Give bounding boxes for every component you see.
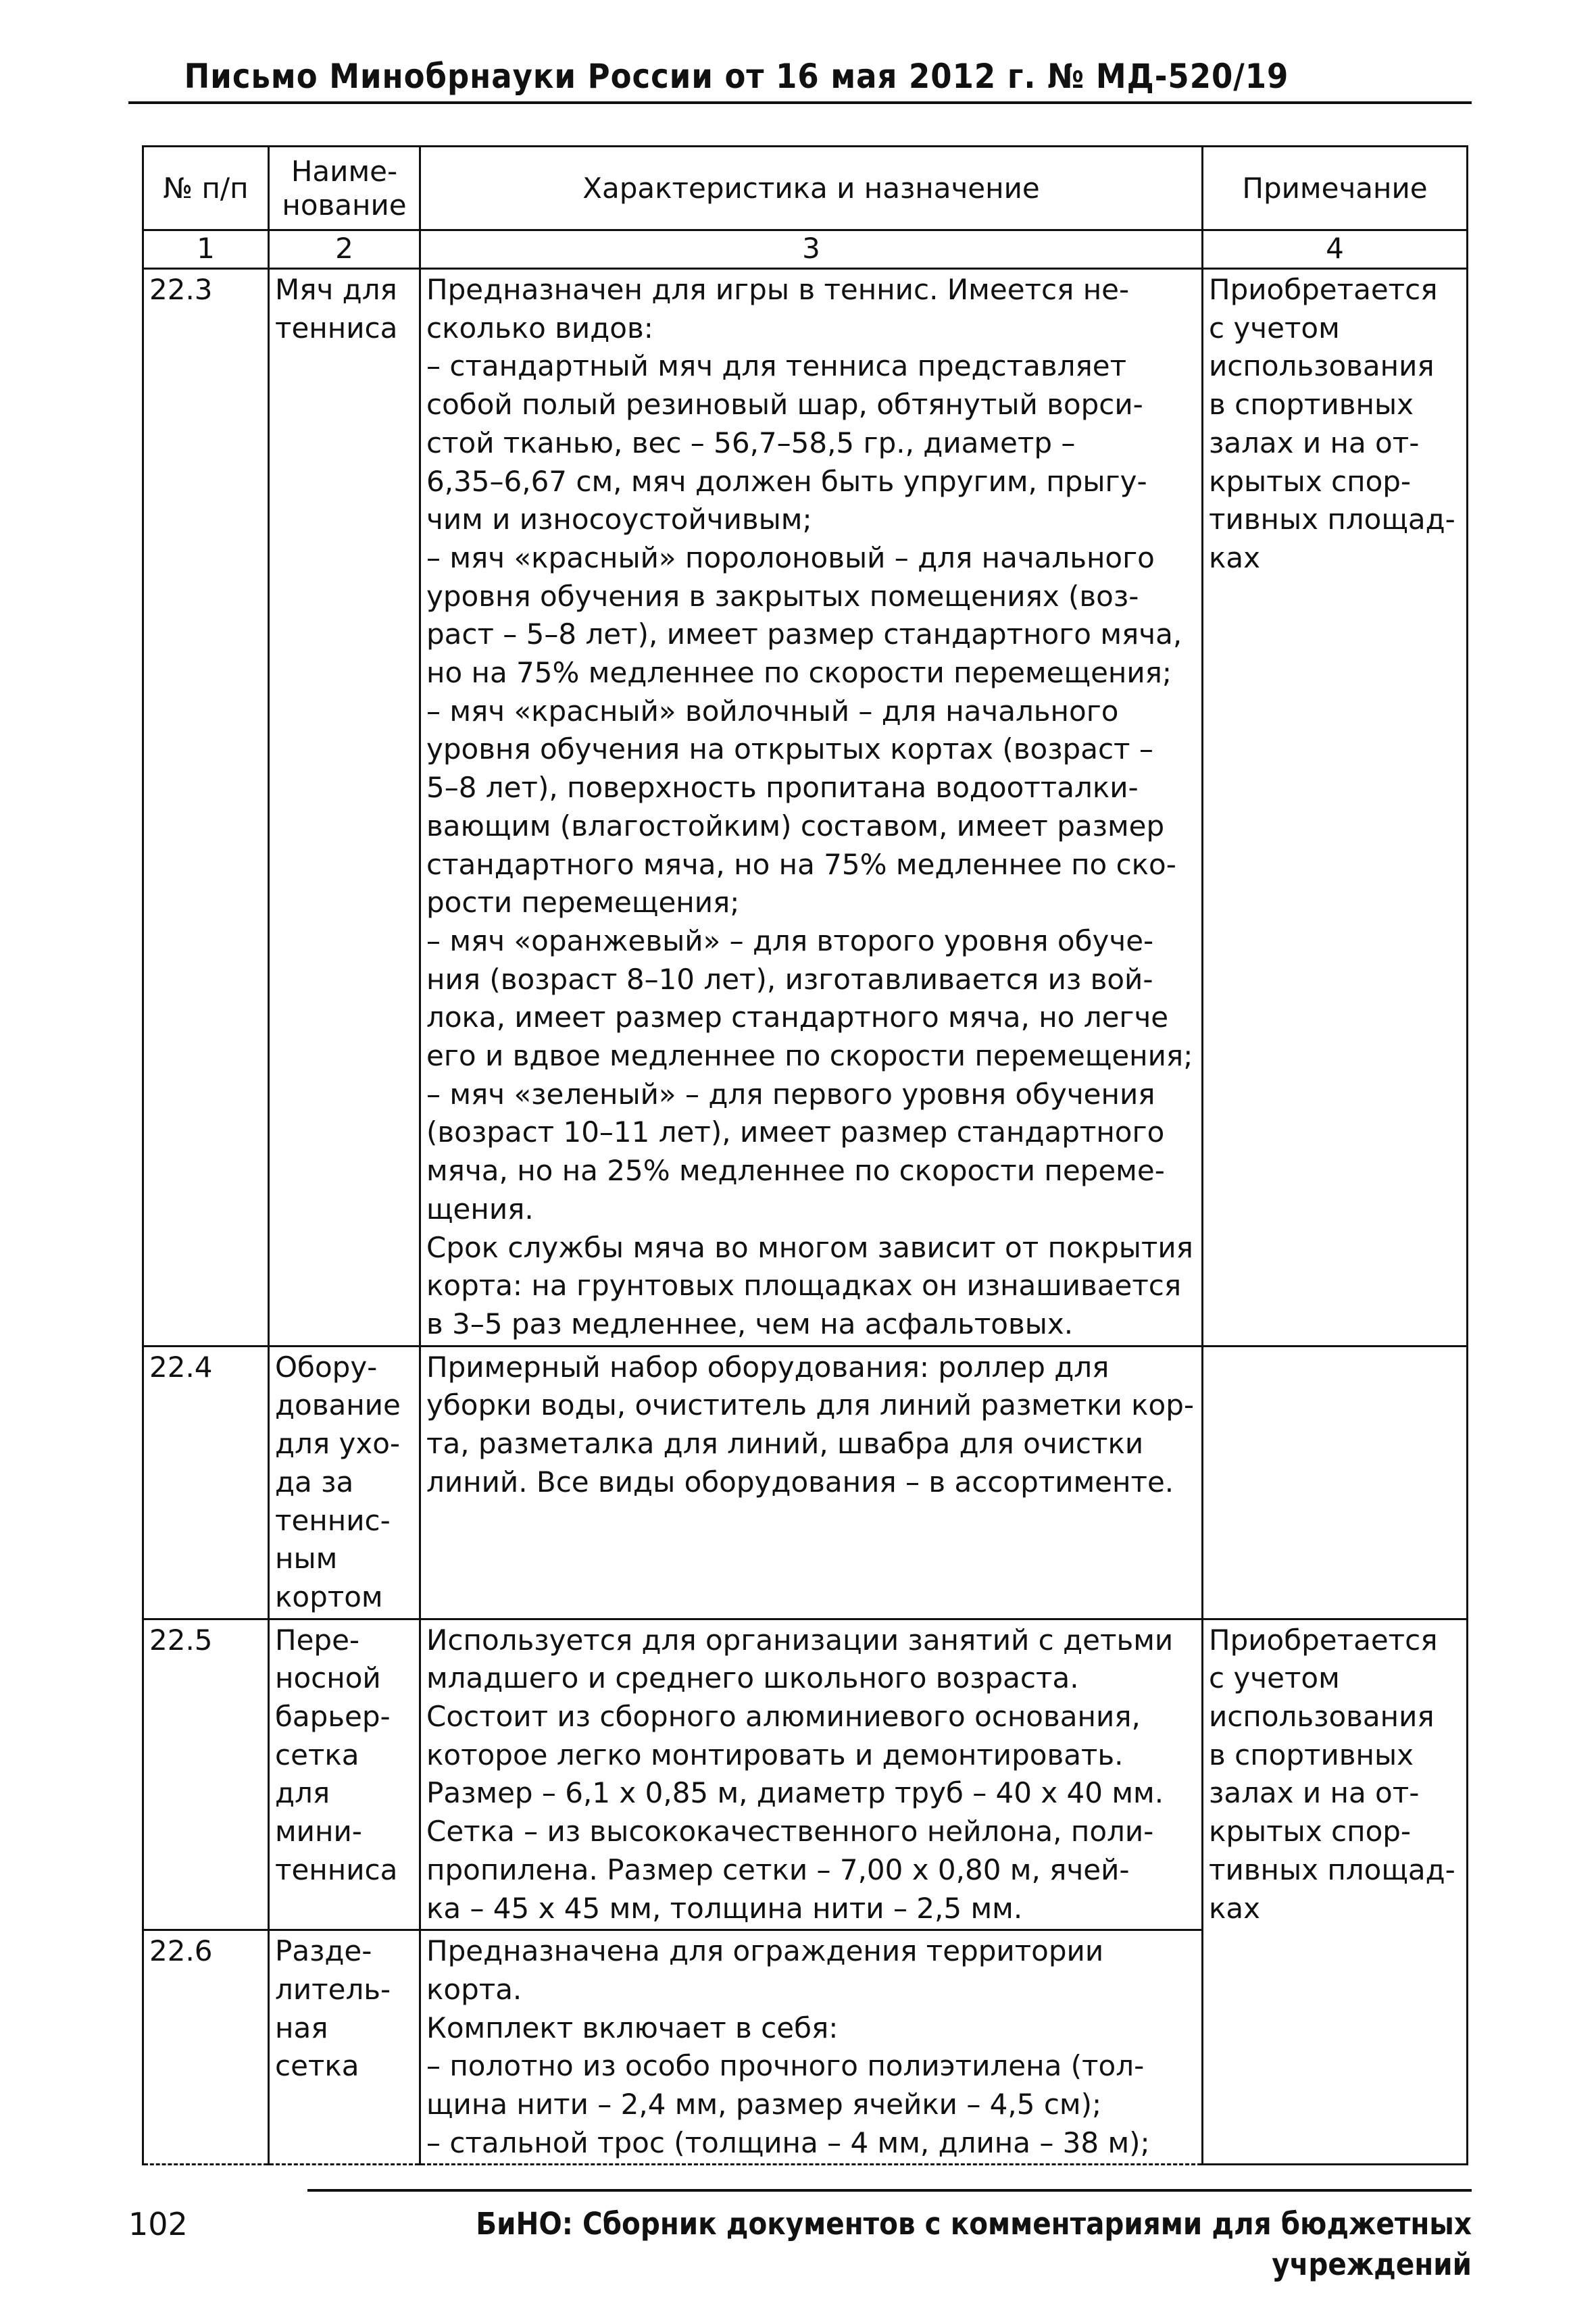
column-header-description: Характеристика и назначение — [420, 147, 1203, 230]
table-row — [143, 269, 1468, 1347]
row-description: Используется для организации занятий с детьми младшего и среднего школьного возраста. Состоит из сборного алюминиевого основания, которое легко монтировать и демонтировать. Размер – 6,1 x 0,85 м, диаметр труб – 40 x 40 мм. Сетка – из высококачественного нейлона, поли- пропилена. Размер сетки – 7,00 x 0,80 м, ячей- ка – 45 x 45 мм, толщина нити – 2,5 мм. — [420, 1619, 1203, 1930]
table-row — [143, 1346, 1468, 1619]
column-numbers-row — [143, 230, 1468, 269]
row-description: Предназначен для игры в теннис. Имеется не- сколько видов: – стандартный мяч для тенниса представляет собой полый резиновый шар, обтянутый ворси- стой тканью, вес – 56,7–58,5 гр., диаметр – 6,35–6,67 см, мяч должен быть упругим, прыгу- чим и износоустойчивым; – мяч «красный» поролоновый – для начального уровня обучения в закрытых помещениях (воз- раст – 5–8 лет), имеет размер стандартного мяча, но на 75% медленнее по скорости перемещения; – мяч «красный» войлочный – для начального уровня обучения на открытых кортах (возраст – 5–8 лет), поверхность пропитана водоотталки- вающим (влагостойким) составом, имеет размер стандартного мяча, но на 75% медленнее по ско- рости перемещения; – мяч «оранжевый» – для второго уровня обуче- ния (возраст 8–10 лет), изготавливается из вой- лока, имеет размер стандартного мяча, но легче его и вдвое медленнее по скорости перемещения; – мяч «зеленый» – для первого уровня обучения (возраст 10–11 лет), имеет размер стандартного мяча, но на 25% медленнее по скорости переме- щения. Срок службы мяча во многом зависит от покрытия корта: на грунтовых площадках он изнашивается в 3–5 раз медленнее, чем на асфальтовых. — [420, 269, 1203, 1347]
column-number-3: 3 — [420, 230, 1203, 269]
footer-divider — [307, 2189, 1472, 2192]
row-name: Обору- дование для ухо- да за теннис- ным кортом — [269, 1346, 420, 1619]
footer-publication-title: БиНО: Сборник документов с комментариями для бюджетных учреждений — [476, 2206, 1472, 2282]
row-number: 22.3 — [143, 269, 269, 1347]
equipment-table — [142, 145, 1468, 2165]
row-name: Мяч для тенниса — [269, 269, 420, 1347]
row-note — [1203, 1346, 1468, 1619]
row-number: 22.6 — [143, 1930, 269, 2165]
table-header-row — [143, 147, 1468, 230]
page-number: 102 — [128, 2206, 188, 2242]
column-header-number: № п/п — [143, 147, 269, 230]
row-number: 22.4 — [143, 1346, 269, 1619]
header-divider — [128, 101, 1472, 104]
column-header-note: Примечание — [1203, 147, 1468, 230]
row-number: 22.5 — [143, 1619, 269, 1930]
row-description: Примерный набор оборудования: роллер для уборки воды, очиститель для линий разметки кор- та, разметалка для линий, швабра для очистки линий. Все виды оборудования – в ассортименте. — [420, 1346, 1203, 1619]
table-row — [143, 1619, 1468, 1930]
row-name: Разде- литель- ная сетка — [269, 1930, 420, 2165]
row-note-merged: Приобретается с учетом использования в спортивных залах и на от- крытых спор- тивных площад- ках — [1203, 1619, 1468, 2165]
column-number-4: 4 — [1203, 230, 1468, 269]
column-number-1: 1 — [143, 230, 269, 269]
row-name: Пере- носной барьер- сетка для мини- тенниса — [269, 1619, 420, 1930]
column-number-2: 2 — [269, 230, 420, 269]
row-description: Предназначена для ограждения территории корта. Комплект включает в себя: – полотно из особо прочного полиэтилена (тол- щина нити – 2,4 мм, размер ячейки – 4,5 см); – стальной трос (толщина – 4 мм, длина – 38 м); — [420, 1930, 1203, 2165]
page-header-title: Письмо Минобрнауки России от 16 мая 2012 г. № МД-520/19 — [184, 57, 1289, 96]
row-note: Приобретается с учетом использования в спортивных залах и на от- крытых спор- тивных площад- ках — [1203, 269, 1468, 1347]
column-header-name: Наиме- нование — [269, 147, 420, 230]
